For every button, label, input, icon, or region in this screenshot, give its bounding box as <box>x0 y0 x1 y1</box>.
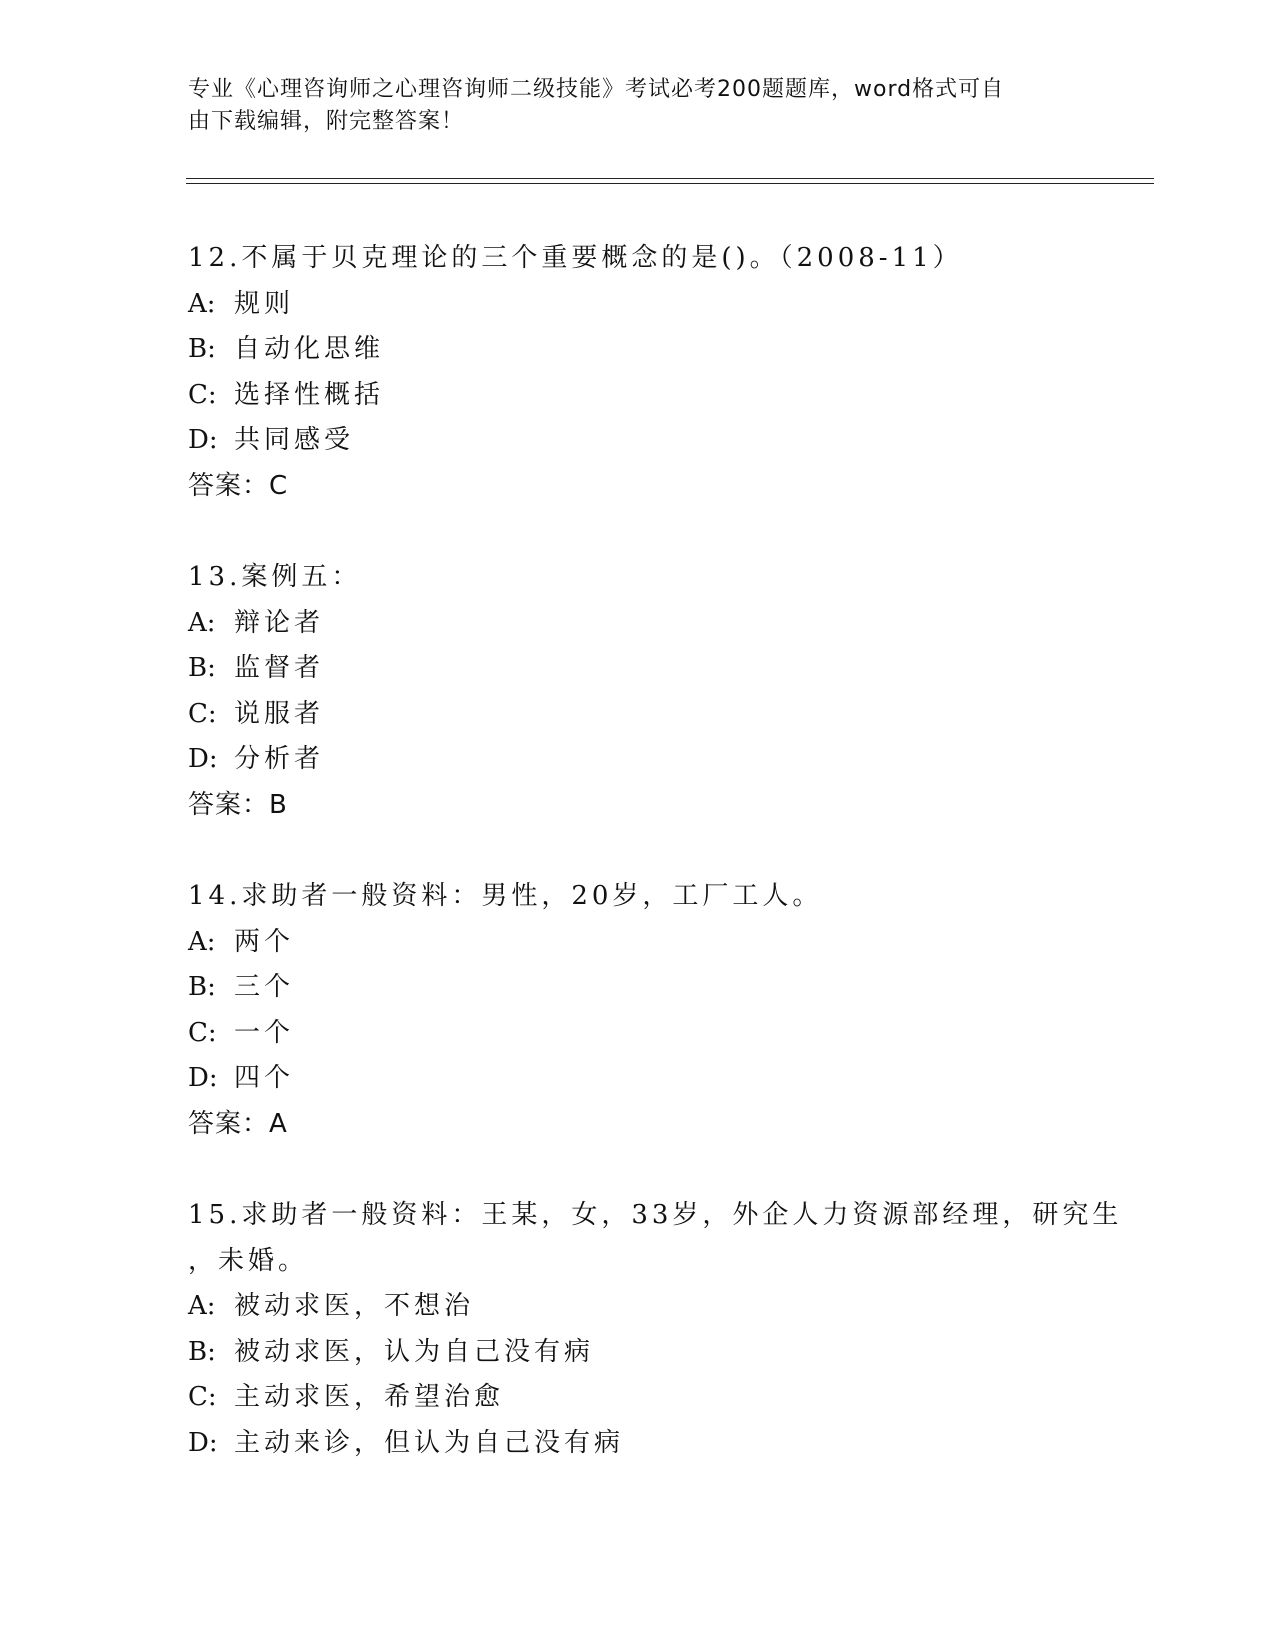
option-letter: A: <box>188 288 216 319</box>
option-letter: B: <box>188 1336 216 1367</box>
option-letter: C: <box>188 379 217 410</box>
option-text: 三个 <box>234 972 295 1002</box>
option-letter: D: <box>188 425 218 455</box>
header-divider-top <box>186 178 1154 179</box>
option-text: 四个 <box>234 1063 295 1093</box>
option-letter: A: <box>188 926 216 957</box>
option-text: 一个 <box>234 1017 295 1048</box>
question-15 <box>188 1193 1148 1466</box>
question-14 <box>188 874 1148 1147</box>
question-stem: 14.求助者一般资料：男性，20岁，工厂工人。 <box>188 881 823 911</box>
question-stem: 12.不属于贝克理论的三个重要概念的是()。（2008-11） <box>188 243 963 273</box>
question-12 <box>188 236 1148 509</box>
answer-line: 答案：C <box>188 470 289 501</box>
option-text: 被动求医，不想治 <box>234 1291 475 1321</box>
option-letter: C: <box>188 1382 217 1412</box>
answer-line: 答案：A <box>188 1108 288 1139</box>
option-d <box>188 1421 1148 1467</box>
question-stem: 15.求助者一般资料：王某，女，33岁，外企人力资源部经理，研究生 <box>188 1200 1123 1230</box>
option-text: 共同感受 <box>234 425 355 455</box>
option-text: 主动来诊，但认为自己没有病 <box>234 1427 625 1458</box>
option-b <box>188 646 1148 692</box>
answer-line: 答案：B <box>188 789 288 820</box>
option-a <box>188 282 1148 328</box>
option-text: 规则 <box>234 288 295 319</box>
option-c <box>188 692 1148 738</box>
question-13 <box>188 555 1148 828</box>
option-letter: A: <box>188 1291 216 1321</box>
option-text: 被动求医，认为自己没有病 <box>234 1336 595 1367</box>
question-stem-continuation: ，未婚。 <box>188 1245 309 1276</box>
option-d <box>188 1056 1148 1102</box>
option-c <box>188 1375 1148 1421</box>
option-text: 选择性概括 <box>234 379 385 410</box>
option-letter: D: <box>188 1063 218 1093</box>
option-text: 自动化思维 <box>234 334 385 364</box>
option-a <box>188 1284 1148 1330</box>
option-b <box>188 1330 1148 1376</box>
question-stem: 13.案例五： <box>188 562 362 592</box>
option-b <box>188 327 1148 373</box>
option-text: 监督者 <box>234 653 325 683</box>
option-letter: C: <box>188 698 217 729</box>
option-c <box>188 1011 1148 1057</box>
option-letter: D: <box>188 1427 218 1458</box>
option-text: 分析者 <box>234 744 325 774</box>
question-list <box>188 236 1148 1512</box>
option-letter: C: <box>188 1017 217 1048</box>
option-text: 主动求医，希望治愈 <box>234 1382 505 1412</box>
option-letter: D: <box>188 744 218 774</box>
header-divider-bottom <box>186 183 1154 184</box>
header-line-1: 专业《心理咨询师之心理咨询师二级技能》考试必考200题题库，word格式可自 <box>188 77 1005 102</box>
option-text: 辩论者 <box>234 607 325 638</box>
option-a <box>188 601 1148 647</box>
option-d <box>188 737 1148 783</box>
option-letter: B: <box>188 653 216 683</box>
option-b <box>188 965 1148 1011</box>
option-letter: A: <box>188 607 216 638</box>
option-letter: B: <box>188 972 216 1002</box>
option-letter: B: <box>188 334 216 364</box>
option-c <box>188 373 1148 419</box>
document-header <box>188 74 1088 138</box>
option-text: 说服者 <box>234 698 325 729</box>
option-a <box>188 920 1148 966</box>
option-d <box>188 418 1148 464</box>
header-line-2: 由下载编辑，附完整答案！ <box>188 109 465 134</box>
option-text: 两个 <box>234 926 295 957</box>
